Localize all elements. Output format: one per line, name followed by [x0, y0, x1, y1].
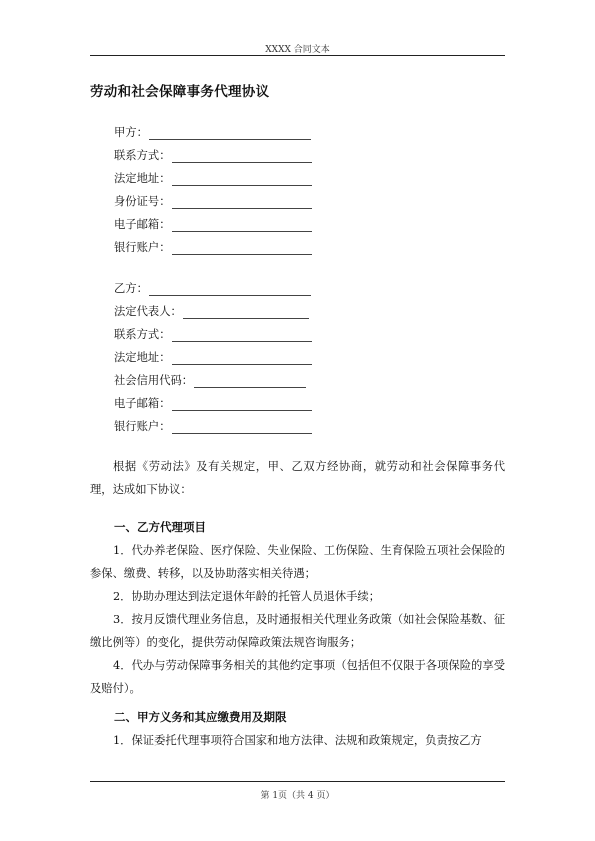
- party-b-credit-code-field: [114, 372, 306, 388]
- intro-paragraph: 根据《劳动法》及有关规定，甲、乙双方经协商，就劳动和社会保障事务代理，达成如下协议：: [90, 460, 505, 496]
- blank-line[interactable]: [172, 173, 312, 186]
- field-label: 银行账户：: [114, 420, 171, 433]
- party-a-name-field: [114, 124, 311, 140]
- blank-line[interactable]: [194, 375, 306, 388]
- field-label: 联系方式：: [114, 149, 171, 162]
- blank-line[interactable]: [172, 196, 312, 209]
- field-label: 社会信用代码：: [114, 374, 194, 387]
- section-1-item-2: 2．协助办理达到法定退休年龄的托管人员退休手续；: [113, 590, 381, 603]
- blank-line[interactable]: [172, 421, 312, 434]
- field-label: 银行账户：: [114, 241, 171, 254]
- field-label: 法定地址：: [114, 172, 171, 185]
- blank-line[interactable]: [172, 398, 312, 411]
- page-header: XXXX 合同文本: [265, 45, 330, 55]
- field-label: 身份证号：: [114, 195, 171, 208]
- blank-line[interactable]: [172, 150, 312, 163]
- party-a-address-field: [114, 170, 312, 186]
- field-label: 法定代表人：: [114, 305, 182, 318]
- page-footer: 第 1页（共 4 页）: [260, 791, 335, 801]
- field-label: 乙方：: [114, 282, 148, 295]
- party-a-contact-field: [114, 147, 312, 163]
- party-b-contact-field: [114, 326, 312, 342]
- party-b-representative-field: [114, 303, 309, 319]
- blank-line[interactable]: [149, 127, 311, 140]
- blank-line[interactable]: [172, 219, 312, 232]
- blank-line[interactable]: [183, 306, 309, 319]
- blank-line[interactable]: [172, 242, 312, 255]
- section-1-item-3: 3．按月反馈代理业务信息，及时通报相关代理业务政策（如社会保险基数、征缴比例等）的变化，提供劳动保障政策法规咨询服务；: [90, 613, 505, 649]
- field-label: 甲方：: [114, 126, 148, 139]
- section-1-item-4: 4．代办与劳动保障事务相关的其他约定事项（包括但不仅限于各项保险的享受及赔付）。: [90, 659, 505, 695]
- party-a-email-field: [114, 216, 312, 232]
- party-b-bank-field: [114, 418, 312, 434]
- footer-divider: [90, 781, 505, 782]
- blank-line[interactable]: [172, 352, 312, 365]
- field-label: 电子邮箱：: [114, 218, 171, 231]
- field-label: 法定地址：: [114, 351, 171, 364]
- section-2-heading: 二、甲方义务和其应缴费用及期限: [114, 710, 287, 724]
- section-1-item-1: 1．代办养老保险、医疗保险、失业保险、工伤保险、生育保险五项社会保险的参保、缴费、转移，以及协助落实相关待遇；: [90, 544, 505, 580]
- party-a-id-field: [114, 193, 312, 209]
- document-title: 劳动和社会保障事务代理协议: [90, 84, 270, 100]
- party-b-email-field: [114, 395, 312, 411]
- header-divider: [90, 55, 505, 56]
- party-b-name-field: [114, 280, 311, 296]
- field-label: 联系方式：: [114, 328, 171, 341]
- section-1-heading: 一、乙方代理项目: [114, 520, 206, 534]
- field-label: 电子邮箱：: [114, 397, 171, 410]
- party-a-bank-field: [114, 239, 312, 255]
- blank-line[interactable]: [149, 283, 311, 296]
- section-2-item-1: 1．保证委托代理事项符合国家和地方法律、法规和政策规定，负责按乙方: [113, 734, 482, 747]
- blank-line[interactable]: [172, 329, 312, 342]
- party-b-address-field: [114, 349, 312, 365]
